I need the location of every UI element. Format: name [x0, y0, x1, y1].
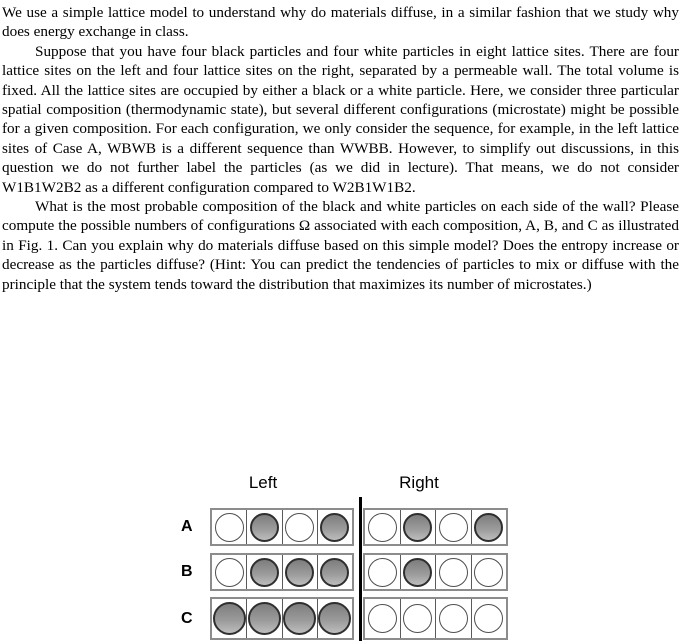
white-particle-icon [439, 604, 468, 633]
lattice-site [400, 555, 436, 589]
lattice-site [471, 599, 507, 638]
white-particle-icon [403, 604, 432, 633]
white-particle-icon [215, 513, 244, 542]
black-particle-icon [403, 513, 432, 542]
black-particle-icon [285, 558, 314, 587]
left-lattice-block [210, 553, 354, 591]
lattice-site [246, 510, 281, 544]
lattice-site [282, 510, 317, 544]
black-particle-icon [250, 558, 279, 587]
black-particle-icon [403, 558, 432, 587]
lattice-site [212, 555, 246, 589]
black-particle-icon [283, 602, 316, 635]
paragraph-intro: We use a simple lattice model to understand why do materials diffuse, in a similar fashion that we study why does energy exchange in class. [2, 4, 679, 41]
lattice-site [317, 510, 352, 544]
white-particle-icon [368, 558, 397, 587]
black-particle-icon [248, 602, 281, 635]
lattice-site [282, 555, 317, 589]
lattice-site [246, 599, 281, 638]
right-column-label: Right [399, 473, 439, 492]
lattice-site [365, 599, 400, 638]
lattice-row-b [181, 553, 508, 591]
white-particle-icon [368, 604, 397, 633]
white-particle-icon [215, 558, 244, 587]
lattice-site [212, 510, 246, 544]
lattice-site [435, 510, 471, 544]
left-column-label: Left [248, 473, 278, 492]
lattice-site [212, 599, 246, 638]
lattice-site [246, 555, 281, 589]
lattice-site [365, 510, 400, 544]
white-particle-icon [439, 513, 468, 542]
black-particle-icon [320, 513, 349, 542]
lattice-site [282, 599, 317, 638]
white-particle-icon [474, 558, 503, 587]
lattice-row-c [181, 597, 508, 640]
lattice-site [471, 510, 507, 544]
left-lattice-block [210, 597, 354, 640]
white-particle-icon [439, 558, 468, 587]
black-particle-icon [318, 602, 351, 635]
left-lattice-block [210, 508, 354, 546]
lattice-site [471, 555, 507, 589]
lattice-site [400, 599, 436, 638]
lattice-row-a [181, 508, 508, 546]
lattice-site [400, 510, 436, 544]
black-particle-icon [213, 602, 246, 635]
paragraph-question: What is the most probable composition of the black and white particles on each side of the wall? Please compute the possible numbers of configurations Ω associated with each composition, A, B, and C as illustrated in Fig. 1. Can you explain why do materials diffuse based on this simple model? Does the entropy increase or decrease as the particles diffuse? (Hint: You can predict the tendencies of particles to mix or diffuse with the principle that the system tends toward the distribution that maximizes its number of microstates.) [2, 198, 679, 293]
black-particle-icon [320, 558, 349, 587]
black-particle-icon [474, 513, 503, 542]
white-particle-icon [368, 513, 397, 542]
right-lattice-block [363, 553, 508, 591]
black-particle-icon [250, 513, 279, 542]
paragraph-setup: Suppose that you have four black particles and four white particles in eight lattice sites. There are four lattice sites on the left and four lattice sites on the right, separated by a permeable wall. The total volume is fixed. All the lattice sites are occupied by either a black or a white particle. Here, we consider three particular spatial composition (thermodynamic state), but several different configurations (microstate) might be possible for a given composition. For each configuration, we only consider the sequence, for example, in the left lattice sites of Case A, WBWB is a different sequence than WWBB. However, to simplify out discussions, in this question we do not further label the particles (as we did in lecture). That means, we do not consider W1B1W2B2 as a different configuration compared to W2B1W1B2. [2, 42, 679, 196]
white-particle-icon [285, 513, 314, 542]
right-lattice-block [363, 597, 508, 640]
lattice-site [435, 555, 471, 589]
row-label-a: A [181, 518, 193, 535]
row-label-c: C [181, 609, 193, 627]
lattice-site [435, 599, 471, 638]
right-lattice-block [363, 508, 508, 546]
lattice-site [365, 555, 400, 589]
row-label-b: B [181, 563, 193, 580]
lattice-site [317, 555, 352, 589]
lattice-site [317, 599, 352, 638]
white-particle-icon [474, 604, 503, 633]
